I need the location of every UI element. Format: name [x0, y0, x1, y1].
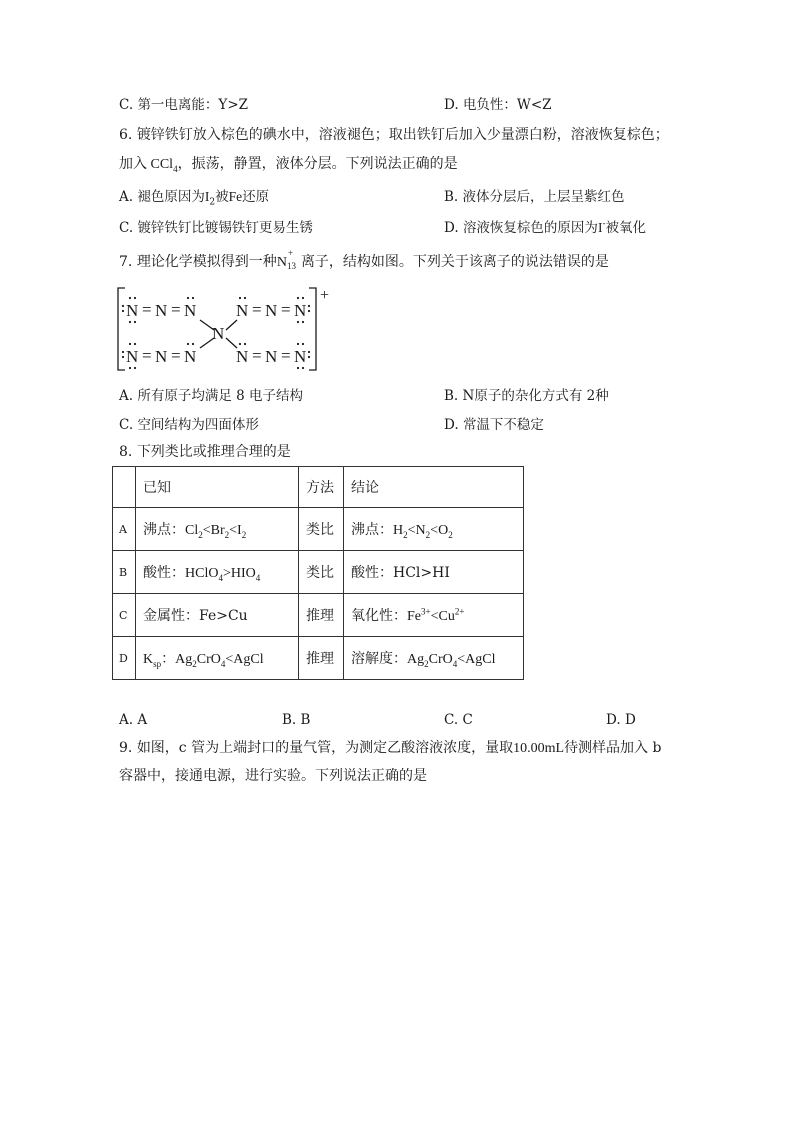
q8-option-d: D. D: [606, 712, 636, 728]
left-bracket: [118, 288, 125, 370]
row-key: C: [113, 594, 136, 637]
conclusion-cell: 氧化性：$Fe^{3+}<Cu^{2+}$: [344, 594, 524, 637]
table-header-cell: 结论: [344, 467, 524, 508]
q6-option-b: B. 液体分层后，上层呈紫红色: [444, 189, 625, 205]
conclusion-cell: 酸性：HCl>HI: [344, 551, 524, 594]
q8-option-a: A. A: [119, 712, 148, 728]
method-cell: 类比: [299, 551, 344, 594]
q6-option-c: C. 镀锌铁钉比镀锡铁钉更易生锈: [119, 220, 313, 236]
nitrogen-atom: N: [236, 301, 249, 320]
known-cell: $K_{sp}$：$Ag_2CrO_4<AgCl$: [136, 637, 299, 680]
conclusion-cell: 沸点：$H_2<N_2<O_2$: [344, 508, 524, 551]
q7-option-b: B. N原子的杂化方式有 2种: [444, 388, 609, 404]
double-bond: =: [252, 300, 262, 319]
nitrogen-atom: N: [184, 347, 197, 366]
nitrogen-atom: N: [294, 347, 307, 366]
nitrogen-atom: N: [265, 301, 278, 320]
double-bond: =: [171, 346, 181, 365]
method-cell: 推理: [299, 594, 344, 637]
double-bond: =: [171, 300, 181, 319]
double-bond: =: [252, 346, 262, 365]
row-key: D: [113, 637, 136, 680]
row-key: A: [113, 508, 136, 551]
q7-stem: 7. 理论化学模拟得到一种N + 13 离子，结构如图。下列关于该离子的说法错误的是: [119, 248, 609, 271]
q6-stem-line1: 6. 镀锌铁钉放入棕色的碘水中，溶液褪色；取出铁钉后加入少量漂白粉，溶液恢复棕色；: [119, 127, 669, 143]
nitrogen-atom: N: [155, 301, 168, 320]
bond-line: [226, 320, 237, 330]
double-bond: =: [281, 346, 291, 365]
table-header-cell: [113, 467, 136, 508]
q6-option-d: D. 溶液恢复棕色的原因为I-被氧化: [444, 219, 646, 236]
q5-option-d: D. 电负性：W<Z: [444, 97, 552, 113]
nitrogen-atom: N: [126, 301, 139, 320]
q9-stem-line1: 9. 如图，c 管为上端封口的量气管，为测定乙酸溶液浓度，量取10.00mL待测样品加入 b: [119, 740, 662, 756]
double-bond: =: [142, 346, 152, 365]
q8-option-c: C. C: [444, 712, 473, 728]
table-header-cell: 已知: [136, 467, 299, 508]
q8-table: [112, 466, 524, 680]
known-cell: 金属性：Fe>Cu: [136, 594, 299, 637]
table-row: [113, 551, 524, 594]
right-bracket: [309, 288, 316, 370]
table-row: [113, 508, 524, 551]
q6-stem-line2: 加入 CCl$_4$，振荡，静置，液体分层。下列说法正确的是: [119, 156, 458, 174]
q7-option-d: D. 常温下不稳定: [444, 417, 544, 433]
double-bond: =: [142, 300, 152, 319]
table-header-row: [113, 467, 524, 508]
nitrogen-atom: N: [126, 347, 139, 366]
ion-charge: +: [320, 287, 330, 304]
known-cell: 沸点：$Cl_2<Br_2<I_2$: [136, 508, 299, 551]
nitrogen-atom: N: [236, 347, 249, 366]
method-cell: 类比: [299, 508, 344, 551]
known-cell: 酸性：$HClO_4>HIO_4$: [136, 551, 299, 594]
method-cell: 推理: [299, 637, 344, 680]
n13-ion-structure: [113, 286, 343, 376]
conclusion-cell: 溶解度：$Ag_2CrO_4<AgCl$: [344, 637, 524, 680]
q9-stem-line2: 容器中，接通电源，进行实验。下列说法正确的是: [119, 768, 427, 784]
table-row: [113, 637, 524, 680]
q8-option-b: B. B: [282, 712, 311, 728]
row-key: B: [113, 551, 136, 594]
table-header-cell: 方法: [299, 467, 344, 508]
nitrogen-atom: N: [184, 301, 197, 320]
double-bond: =: [281, 300, 291, 319]
nitrogen-atom: N: [155, 347, 168, 366]
nitrogen-atom: N: [294, 301, 307, 320]
table-row: [113, 594, 524, 637]
q5-option-c: C. 第一电离能：Y>Z: [119, 97, 249, 113]
nitrogen-atom: N: [212, 324, 225, 343]
q8-stem: 8. 下列类比或推理合理的是: [119, 444, 291, 460]
nitrogen-atom: N: [265, 347, 278, 366]
q6-option-a: A. 褪色原因为$I_2$被Fe还原: [119, 189, 270, 208]
q7-option-c: C. 空间结构为四面体形: [119, 417, 259, 433]
q7-option-a: A. 所有原子均满足 8 电子结构: [119, 388, 304, 404]
